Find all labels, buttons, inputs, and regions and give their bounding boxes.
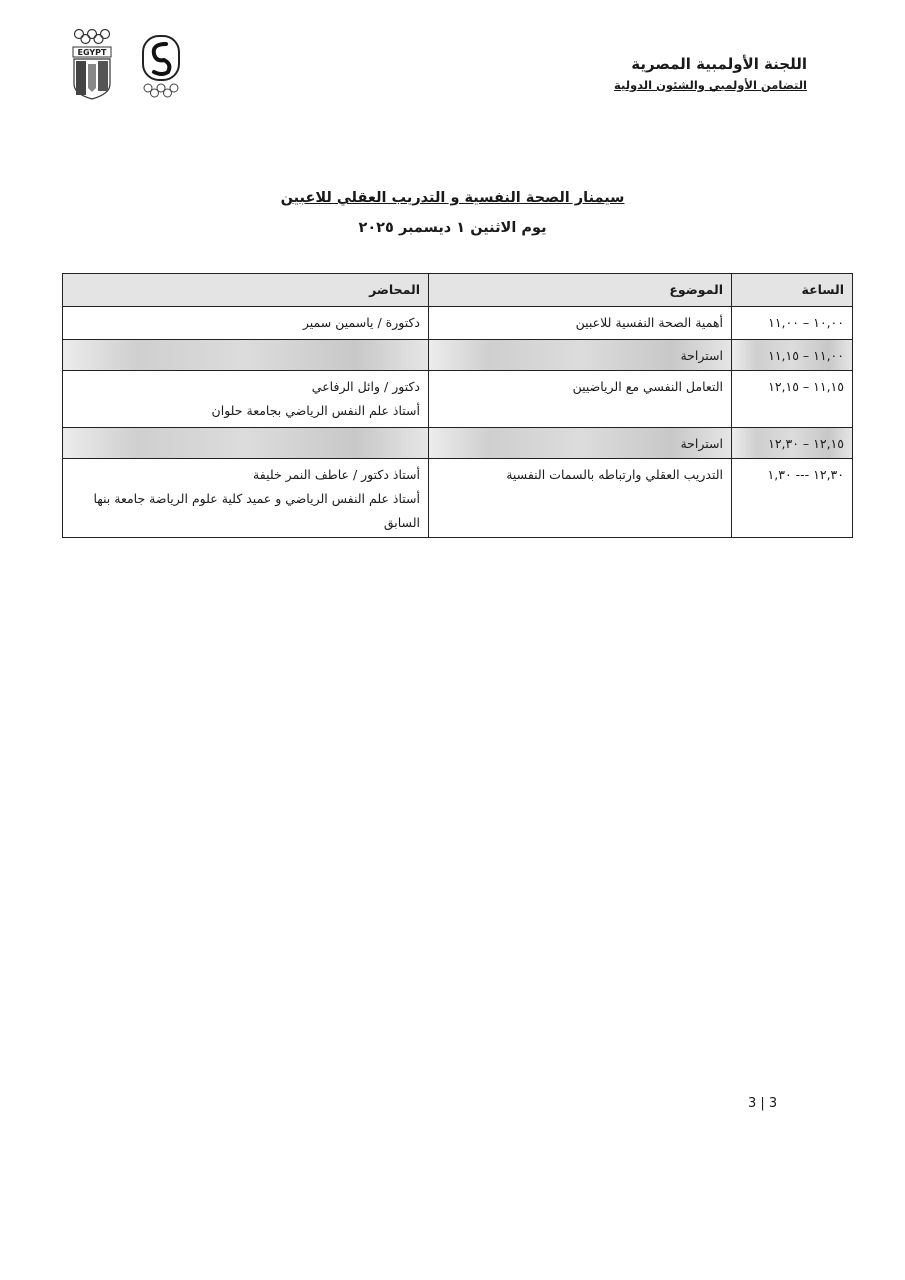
header-speaker: المحاضر — [63, 274, 429, 307]
speaker-name: أستاذ دكتور / عاطف النمر خليفة — [253, 467, 420, 482]
table-row — [63, 371, 853, 428]
egypt-olympic-logo — [70, 28, 114, 100]
break-label: استراحة — [429, 340, 732, 371]
time-cell: ١١,١٥ – ١٢,١٥ — [732, 371, 853, 428]
speaker-cell — [63, 307, 429, 340]
time-cell: ١١,٠٠ – ١١,١٥ — [732, 340, 853, 371]
speaker-title: أستاذ علم النفس الرياضي بجامعة حلوان — [211, 403, 420, 418]
speaker-title: أستاذ علم النفس الرياضي و عميد كلية علوم الرياضة جامعة بنها السابق — [93, 491, 420, 530]
empty-cell — [63, 428, 429, 459]
org-name: اللجنة الأولمبية المصرية — [631, 55, 807, 73]
schedule-table — [62, 273, 853, 538]
speaker-name: دكتورة / ياسمين سمير — [302, 315, 420, 330]
break-row — [63, 340, 853, 371]
speaker-name: دكتور / وائل الرفاعي — [311, 379, 420, 394]
table-header-row — [63, 274, 853, 307]
empty-cell — [63, 340, 429, 371]
table-row — [63, 459, 853, 538]
time-cell: ١٢,١٥ – ١٢,٣٠ — [732, 428, 853, 459]
org-department: التضامن الأولمبي والشئون الدولية — [614, 78, 807, 92]
break-label: استراحة — [429, 428, 732, 459]
page-number: 3 | 3 — [748, 1096, 778, 1111]
title-block — [0, 186, 905, 240]
egypt-logo-text: EGYPT — [77, 48, 107, 57]
olympic-solidarity-logo — [140, 34, 182, 100]
header-topic: الموضوع — [429, 274, 732, 307]
header-time: الساعة — [732, 274, 853, 307]
table-row — [63, 307, 853, 340]
time-cell: ١٢,٣٠ --- ١,٣٠ — [732, 459, 853, 538]
topic-cell: التعامل النفسي مع الرياضيين — [429, 371, 732, 428]
document-title: سيمنار الصحة النفسية و التدريب العقلي للاعبين — [280, 190, 625, 206]
speaker-cell — [63, 371, 429, 428]
topic-cell: أهمية الصحة النفسية للاعبين — [429, 307, 732, 340]
topic-cell: التدريب العقلي وارتباطه بالسمات النفسية — [429, 459, 732, 538]
document-date: يوم الاثنين ١ ديسمبر ٢٠٢٥ — [358, 220, 547, 236]
speaker-cell — [63, 459, 429, 538]
time-cell: ١٠,٠٠ – ١١,٠٠ — [732, 307, 853, 340]
org-header — [614, 54, 807, 94]
break-row — [63, 428, 853, 459]
